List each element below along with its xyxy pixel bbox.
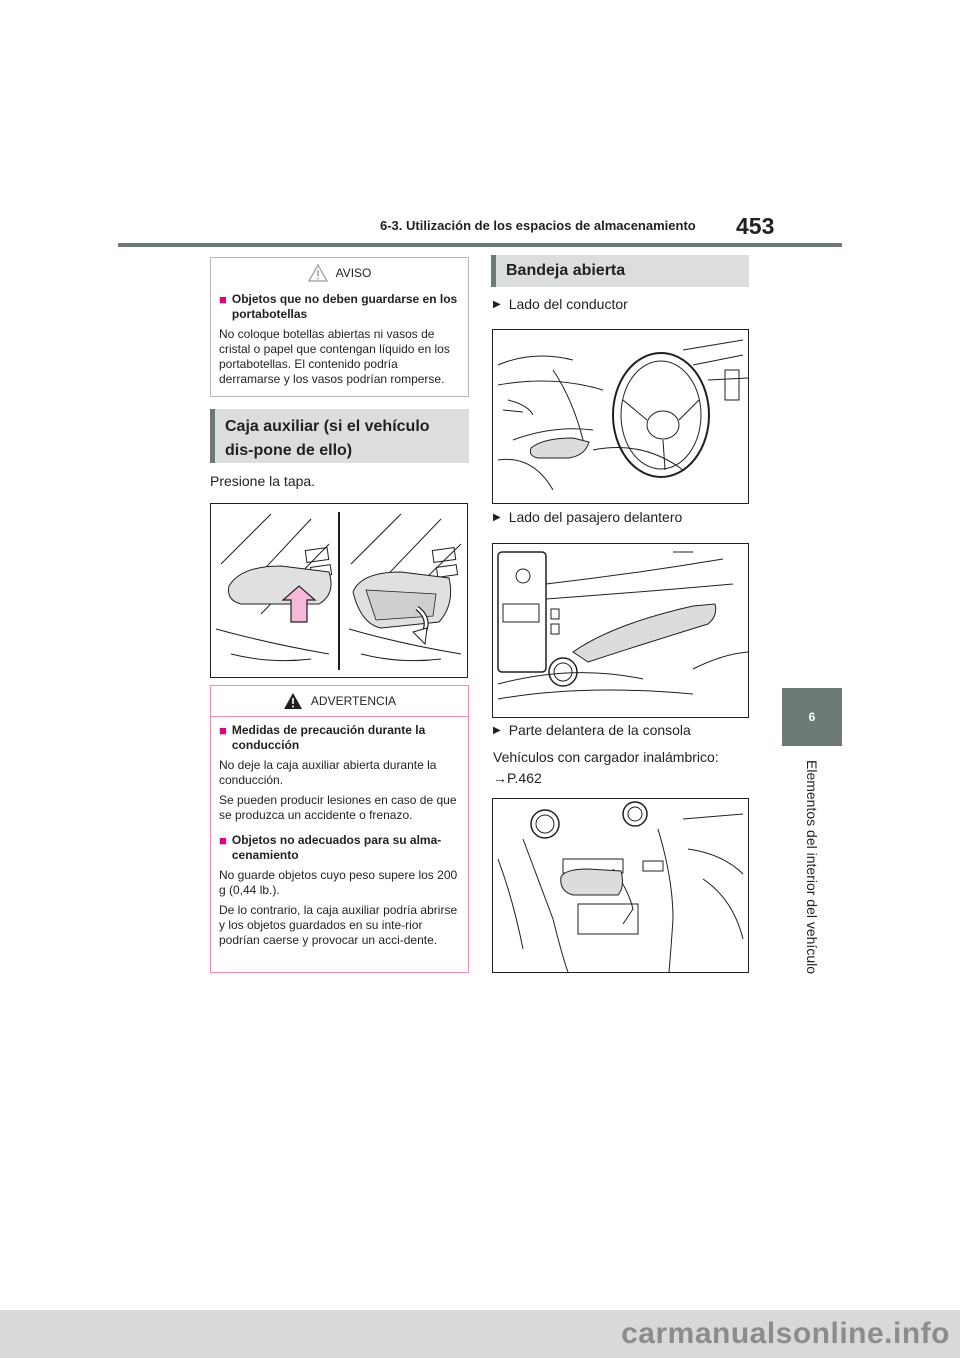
advertencia-paragraph: De lo contrario, la caja auxiliar podría abrirse y los objetos guardados en su inte-rior podrían caerse y provocar un acci-dente. (219, 903, 458, 947)
square-bullet-icon: ■ (219, 833, 227, 848)
driver-side-label (493, 296, 628, 313)
advertencia-item-heading-text: Medidas de precaución durante la conducción (231, 723, 426, 752)
passenger-side-text: Lado del pasajero delantero (508, 509, 683, 525)
passenger-side-label (493, 509, 682, 526)
driver-side-illustration (492, 329, 749, 504)
advertencia-paragraph: No deje la caja auxiliar abierta durante la conducción. (219, 758, 437, 787)
watermark: carmanualsonline.info (0, 1310, 960, 1358)
warning-icon (283, 692, 303, 710)
aviso-item-text: No coloque botellas abiertas ni vasos de cristal o papel que contengan líquido en los portabotellas. El contenido podría derramarse y los vasos podrían romperse. (219, 327, 450, 386)
page-number: 453 (736, 213, 775, 239)
chapter-label-text: Elementos del interior del vehículo (804, 759, 820, 975)
advertencia-item-heading (219, 833, 460, 863)
section-heading-aux-box: Caja auxiliar (si el vehículo dis-pone de ello) (210, 409, 469, 463)
advertencia-paragraph: Se pueden producir lesiones en caso de que se produzca un accidente o frenazo. (219, 793, 457, 822)
header-rule (118, 243, 842, 247)
aux-box-illustration (210, 503, 468, 678)
triangle-bullet-icon: ▶ (493, 299, 501, 310)
caution-icon (308, 264, 328, 282)
running-header: 6-3. Utilización de los espacios de almacenamiento (380, 218, 696, 233)
aviso-item-heading-text: Objetos que no deben guardarse en los portabotellas (231, 292, 458, 321)
triangle-bullet-icon: ▶ (493, 512, 501, 523)
advertencia-paragraph: No guarde objetos cuyo peso supere los 200 g (0,44 lb.). (219, 868, 458, 897)
passenger-side-illustration (492, 543, 749, 718)
aux-box-instruction: Presione la tapa. (210, 473, 316, 489)
advertencia-title: ADVERTENCIA (310, 694, 397, 708)
chapter-label (782, 752, 842, 982)
wireless-page-ref: →P.462 (493, 770, 542, 786)
aviso-box (210, 257, 469, 397)
console-front-label (493, 722, 691, 739)
advertencia-item-heading-text: Objetos no adecuados para su alma-cenamiento (231, 833, 442, 862)
advertencia-item-heading (219, 723, 460, 753)
aviso-title: AVISO (335, 266, 372, 280)
square-bullet-icon: ■ (219, 723, 227, 738)
aviso-item-heading (219, 292, 460, 322)
wireless-note: Vehículos con cargador inalámbrico: (493, 749, 719, 765)
chapter-tab: 6 (782, 688, 842, 746)
aviso-header (211, 258, 468, 288)
advertencia-header (211, 686, 468, 717)
console-front-text: Parte delantera de la consola (508, 722, 691, 738)
section-heading-open-tray: Bandeja abierta (491, 255, 749, 287)
square-bullet-icon: ■ (219, 292, 227, 307)
driver-side-text: Lado del conductor (508, 296, 628, 312)
console-front-illustration (492, 798, 749, 973)
triangle-bullet-icon: ▶ (493, 725, 501, 736)
advertencia-box (210, 685, 469, 973)
